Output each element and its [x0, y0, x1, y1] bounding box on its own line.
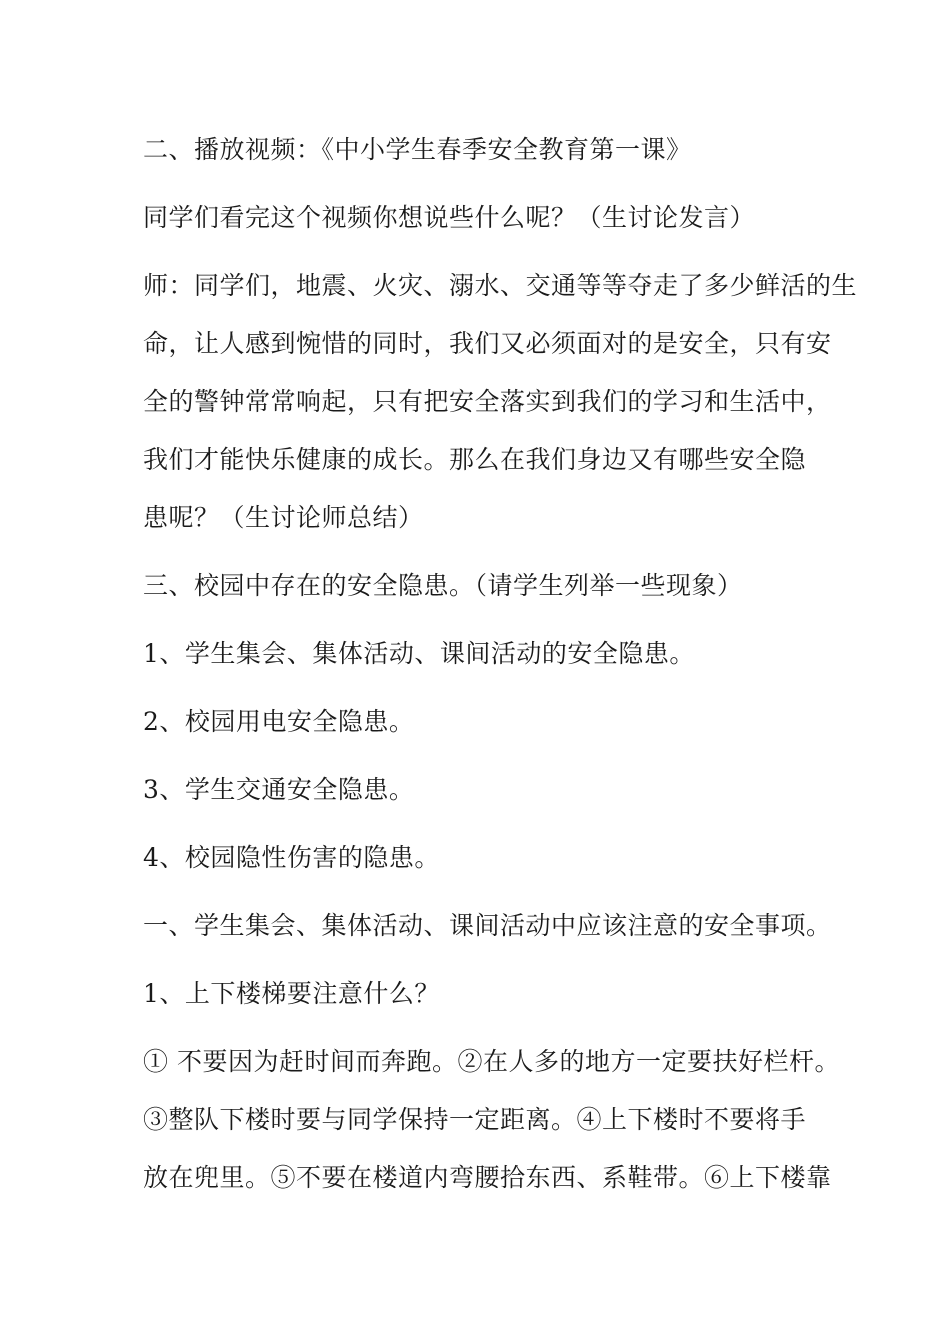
text-line: 1、上下楼梯要注意什么？	[143, 979, 440, 1008]
section-heading-hazards	[143, 566, 833, 605]
text-line: 同学们看完这个视频你想说些什么呢？（生讨论发言）	[143, 203, 756, 232]
text-line: 师：同学们，地震、火灾、溺水、交通等等夺走了多少鲜活的生	[143, 271, 858, 300]
text-line: 1、学生集会、集体活动、课间活动的安全隐患。	[143, 639, 695, 668]
text-line: ③整队下楼时要与同学保持一定距离。④上下楼时不要将手	[143, 1105, 807, 1134]
list-item	[143, 838, 833, 877]
list-item	[143, 974, 833, 1013]
text-line: 3、学生交通安全隐患。	[143, 775, 415, 804]
text-line: 命，让人感到惋惜的同时，我们又必须面对的是安全，只有安	[143, 329, 832, 358]
text-line: 全的警钟常常响起，只有把安全落实到我们的学习和生活中，	[143, 387, 832, 416]
teacher-paragraph	[143, 266, 858, 537]
text-line: 我们才能快乐健康的成长。那么在我们身边又有哪些安全隐	[143, 445, 807, 474]
text-line: 患呢？（生讨论师总结）	[143, 503, 424, 532]
text-line: 4、校园隐性伤害的隐患。	[143, 843, 440, 872]
section-heading-video	[143, 130, 833, 169]
section-heading-safety-items	[143, 906, 833, 945]
text-line: 2、校园用电安全隐患。	[143, 707, 415, 736]
text-line: ① 不要因为赶时间而奔跑。②在人多的地方一定要扶好栏杆。	[143, 1047, 840, 1076]
list-item	[143, 702, 833, 741]
text-line: 三、校园中存在的安全隐患。（请学生列举一些现象）	[143, 571, 743, 600]
stair-rules-paragraph	[143, 1042, 840, 1197]
text-line: 一、学生集会、集体活动、课间活动中应该注意的安全事项。	[143, 911, 832, 940]
list-item	[143, 770, 833, 809]
question-paragraph	[143, 198, 833, 237]
document-body	[143, 130, 858, 1226]
text-line: 二、播放视频：《中小学生春季安全教育第一课》	[143, 135, 692, 164]
list-item	[143, 634, 833, 673]
text-line: 放在兜里。⑤不要在楼道内弯腰拾东西、系鞋带。⑥上下楼靠	[143, 1163, 832, 1192]
